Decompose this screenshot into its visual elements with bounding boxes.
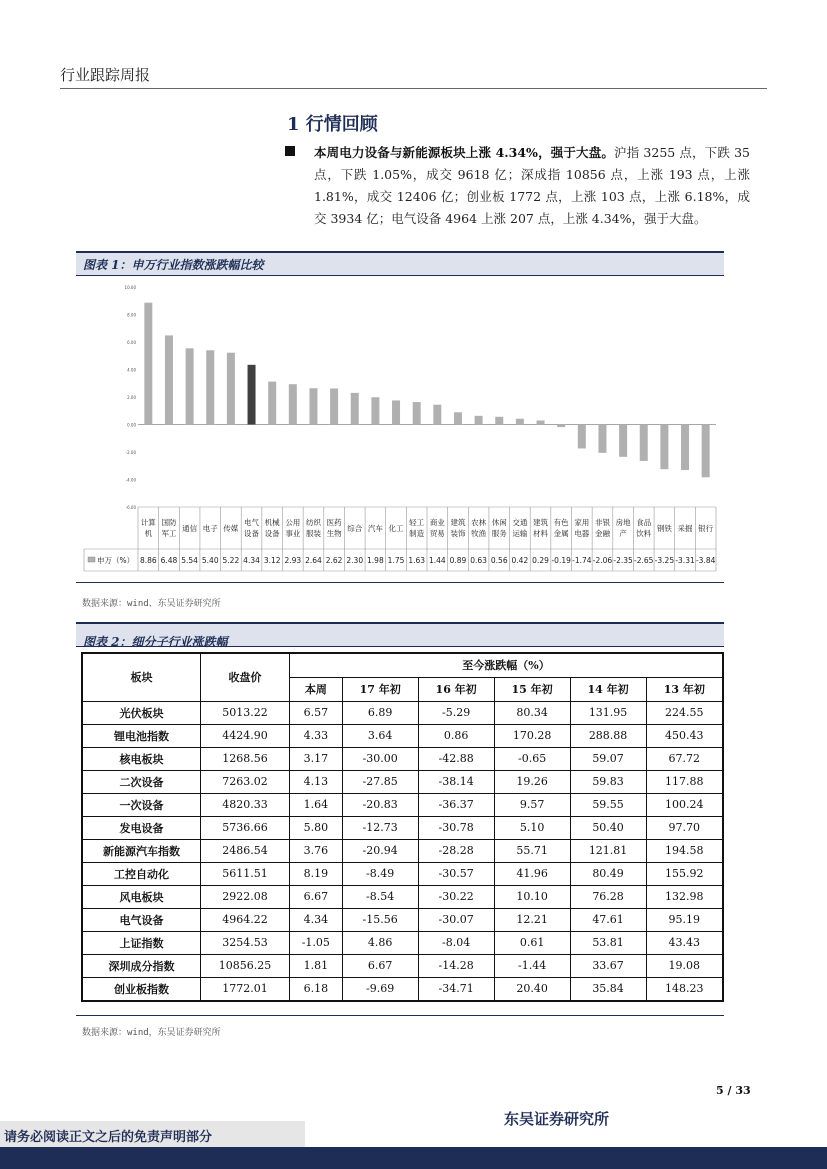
category-label: 机械: [264, 518, 280, 527]
row-sector-name: 电气设备: [82, 908, 201, 931]
header-close: 收盘价: [201, 653, 290, 701]
row-change-value: -28.28: [418, 839, 494, 862]
row-sector-name: 风电板块: [82, 885, 201, 908]
row-change-value: 4.86: [342, 931, 418, 954]
category-label: 服务: [491, 529, 507, 538]
category-label: 采掘: [677, 524, 693, 533]
bar: [516, 419, 524, 425]
row-change-value: 59.83: [570, 770, 646, 793]
row-change-value: -20.94: [342, 839, 418, 862]
value-label: 6.48: [160, 556, 178, 565]
row-change-value: 95.19: [646, 908, 723, 931]
value-label: 2.64: [305, 556, 322, 565]
bar: [557, 425, 565, 428]
y-tick-label: -6.00: [125, 505, 136, 510]
row-change-value: 194.58: [646, 839, 723, 862]
y-tick-label: 0.00: [127, 422, 136, 428]
category-label: 纺织: [305, 518, 321, 527]
category-label: 医药: [326, 518, 342, 527]
header-period: 13 年初: [646, 677, 723, 701]
bullet-square-icon: [285, 146, 295, 156]
category-label: 食品: [636, 518, 652, 527]
value-label: -1.74: [572, 556, 592, 565]
bar: [392, 400, 400, 424]
figure1-bottom-rule: [76, 582, 724, 583]
table-row: [82, 816, 723, 839]
figure2-title: 图表 2：细分子行业涨跌幅: [83, 635, 228, 649]
row-change-value: 6.67: [290, 885, 343, 908]
bar: [413, 402, 421, 424]
row-change-value: -36.37: [418, 793, 494, 816]
category-label: 装饰: [450, 529, 466, 538]
y-tick-label: 4.00: [127, 367, 136, 373]
row-change-value: -8.54: [342, 885, 418, 908]
bar: [702, 425, 710, 478]
category-label: 材料: [533, 529, 549, 538]
figure1-chart: [76, 279, 724, 575]
row-change-value: 3.64: [342, 724, 418, 747]
header-period: 15 年初: [494, 677, 570, 701]
header-change-group: 至今涨跌幅（%）: [290, 653, 724, 677]
value-label: -2.06: [592, 556, 613, 565]
table-row: [82, 885, 723, 908]
row-change-value: -20.83: [342, 793, 418, 816]
row-close-price: 2486.54: [201, 839, 290, 862]
value-label: -3.84: [695, 556, 716, 565]
category-label: 产: [619, 529, 627, 538]
category-label: 电气: [244, 518, 260, 527]
row-change-value: -42.88: [418, 747, 494, 770]
category-label: 贸易: [429, 529, 445, 538]
row-close-price: 4964.22: [201, 908, 290, 931]
bar: [578, 425, 586, 449]
figure1-title: 图表 1：申万行业指数涨跌幅比较: [83, 258, 264, 272]
category-label: 汽车: [367, 524, 383, 533]
row-sector-name: 光伏板块: [82, 701, 201, 724]
row-change-value: -14.28: [418, 954, 494, 977]
row-change-value: 6.67: [342, 954, 418, 977]
table-row: [82, 770, 723, 793]
disclaimer-text: 请务必阅读正文之后的免责声明部分: [4, 1130, 213, 1145]
row-change-value: 33.67: [570, 954, 646, 977]
value-label: 1.63: [408, 556, 426, 565]
category-label: 设备: [264, 529, 280, 538]
bar: [433, 405, 441, 425]
figure2-bottom-rule: [76, 1015, 724, 1016]
bar: [475, 416, 483, 425]
summary-body: 沪指 3255 点，下跌 35 点，下跌 1.05%，成交 9618 亿；深成指 10856 点，上涨 193 点，上涨 1.81%，成交 12406 亿；创业板 1772 点，上涨 103 点，上涨 6.18%，成交 3934 亿；电气设备 4964 上涨 207 点，上涨 4.34%，强于大盘。: [314, 145, 750, 226]
value-label: 1.98: [367, 556, 384, 565]
value-label: 1.75: [387, 556, 405, 565]
row-change-value: 0.86: [418, 724, 494, 747]
row-change-value: -30.57: [418, 862, 494, 885]
value-label: 0.56: [490, 556, 508, 565]
summary-paragraph: [314, 142, 750, 230]
row-sector-name: 新能源汽车指数: [82, 839, 201, 862]
bar: [495, 417, 503, 425]
row-change-value: 155.92: [646, 862, 723, 885]
legend-label: 申万（%）: [97, 556, 135, 565]
value-label: 5.40: [201, 556, 219, 565]
bar: [309, 388, 317, 424]
row-change-value: 450.43: [646, 724, 723, 747]
row-change-value: 59.55: [570, 793, 646, 816]
value-label: -0.19: [551, 556, 571, 565]
category-label: 生物: [326, 529, 342, 538]
bar: [640, 425, 648, 461]
bar: [206, 350, 214, 424]
row-change-value: -12.73: [342, 816, 418, 839]
table-row: [82, 747, 723, 770]
row-sector-name: 锂电池指数: [82, 724, 201, 747]
row-change-value: -9.69: [342, 977, 418, 1001]
category-label: 家用: [574, 518, 590, 527]
row-change-value: 6.18: [290, 977, 343, 1001]
sector-performance-table: [81, 652, 724, 1002]
row-change-value: 4.33: [290, 724, 343, 747]
category-label: 金属: [553, 529, 569, 538]
row-change-value: 59.07: [570, 747, 646, 770]
y-tick-label: -4.00: [125, 477, 136, 483]
category-label: 银行: [698, 524, 714, 533]
category-label: 建筑: [533, 518, 549, 527]
row-change-value: -30.78: [418, 816, 494, 839]
value-label: 3.12: [263, 556, 281, 565]
row-change-value: 80.34: [494, 701, 570, 724]
row-change-value: 5.80: [290, 816, 343, 839]
legend-swatch: [88, 557, 95, 562]
row-close-price: 2922.08: [201, 885, 290, 908]
row-change-value: -8.04: [418, 931, 494, 954]
row-sector-name: 创业板指数: [82, 977, 201, 1001]
header-sector: 板块: [82, 653, 201, 701]
value-label: 5.54: [181, 556, 198, 565]
row-change-value: 97.70: [646, 816, 723, 839]
value-label: -2.35: [613, 556, 633, 565]
y-tick-label: 10.00: [124, 285, 136, 290]
row-change-value: -1.44: [494, 954, 570, 977]
category-label: 电器: [574, 529, 590, 538]
row-change-value: 20.40: [494, 977, 570, 1001]
row-change-value: 53.81: [570, 931, 646, 954]
row-change-value: -1.05: [290, 931, 343, 954]
row-change-value: 43.43: [646, 931, 723, 954]
row-change-value: 100.24: [646, 793, 723, 816]
row-sector-name: 深圳成分指数: [82, 954, 201, 977]
row-change-value: 117.88: [646, 770, 723, 793]
bar: [165, 335, 173, 424]
row-change-value: 3.17: [290, 747, 343, 770]
row-change-value: -38.14: [418, 770, 494, 793]
bar: [454, 412, 462, 424]
row-change-value: -30.22: [418, 885, 494, 908]
category-label: 综合: [347, 524, 363, 533]
row-close-price: 3254.53: [201, 931, 290, 954]
category-label: 国防: [161, 518, 177, 527]
row-change-value: 67.72: [646, 747, 723, 770]
row-change-value: 131.95: [570, 701, 646, 724]
row-change-value: 224.55: [646, 701, 723, 724]
value-label: 2.30: [346, 556, 364, 565]
category-label: 事业: [285, 529, 301, 538]
category-label: 设备: [244, 529, 260, 538]
bar: [330, 388, 338, 424]
value-label: 0.29: [532, 556, 549, 565]
row-change-value: 170.28: [494, 724, 570, 747]
value-label: -3.31: [675, 556, 695, 565]
y-tick-label: 8.00: [127, 312, 136, 318]
row-sector-name: 发电设备: [82, 816, 201, 839]
category-label: 商业: [429, 518, 445, 527]
report-name: 行业跟踪周报: [60, 66, 151, 84]
category-label: 钢铁: [656, 524, 672, 533]
row-sector-name: 核电板块: [82, 747, 201, 770]
row-sector-name: 工控自动化: [82, 862, 201, 885]
header-period: 本周: [290, 677, 343, 701]
row-change-value: 10.10: [494, 885, 570, 908]
y-tick-label: 6.00: [127, 340, 136, 345]
row-change-value: -5.29: [418, 701, 494, 724]
category-label: 公用: [285, 518, 301, 527]
category-label: 建筑: [450, 518, 466, 527]
row-change-value: 4.34: [290, 908, 343, 931]
row-change-value: 132.98: [646, 885, 723, 908]
row-change-value: 19.08: [646, 954, 723, 977]
row-sector-name: 二次设备: [82, 770, 201, 793]
summary-lead: 本周电力设备与新能源板块上涨 4.34%，强于大盘。: [314, 145, 614, 160]
table-row: [82, 724, 723, 747]
value-label: 0.89: [449, 556, 467, 565]
row-change-value: 4.13: [290, 770, 343, 793]
bar: [186, 348, 194, 424]
header-period: 14 年初: [570, 677, 646, 701]
bar: [289, 384, 297, 424]
category-label: 农林: [471, 518, 487, 527]
row-change-value: 41.96: [494, 862, 570, 885]
bar: [681, 425, 689, 471]
row-close-price: 1772.01: [201, 977, 290, 1001]
row-close-price: 1268.56: [201, 747, 290, 770]
row-change-value: -15.56: [342, 908, 418, 931]
page-number: 5 / 33: [716, 1084, 751, 1097]
table-row: [82, 954, 723, 977]
row-change-value: -27.85: [342, 770, 418, 793]
category-label: 通信: [182, 524, 198, 533]
row-sector-name: 上证指数: [82, 931, 201, 954]
row-change-value: 19.26: [494, 770, 570, 793]
row-change-value: -8.49: [342, 862, 418, 885]
institute-name: 东吴证券研究所: [504, 1110, 610, 1128]
category-label: 化工: [388, 524, 404, 533]
row-change-value: 121.81: [570, 839, 646, 862]
value-label: 4.34: [243, 556, 260, 565]
row-change-value: 3.76: [290, 839, 343, 862]
bar: [248, 365, 256, 425]
bar: [371, 397, 379, 424]
footer-band: [0, 1147, 827, 1169]
row-change-value: 55.71: [494, 839, 570, 862]
category-label: 电子: [202, 524, 218, 533]
category-label: 有色: [553, 518, 569, 527]
row-close-price: 4424.90: [201, 724, 290, 747]
category-label: 房地: [615, 518, 631, 527]
row-change-value: 6.57: [290, 701, 343, 724]
y-tick-label: -2.00: [125, 450, 136, 455]
row-change-value: 50.40: [570, 816, 646, 839]
row-close-price: 7263.02: [201, 770, 290, 793]
row-change-value: 148.23: [646, 977, 723, 1001]
category-label: 传媒: [223, 524, 239, 533]
category-label: 休闲: [491, 518, 507, 527]
category-label: 轻工: [409, 518, 425, 527]
category-label: 牧渔: [471, 529, 487, 538]
row-change-value: 288.88: [570, 724, 646, 747]
row-close-price: 5736.66: [201, 816, 290, 839]
table-row: [82, 977, 723, 1001]
row-change-value: -34.71: [418, 977, 494, 1001]
bar: [227, 353, 235, 425]
row-sector-name: 一次设备: [82, 793, 201, 816]
category-label: 运输: [512, 529, 528, 538]
row-change-value: 12.21: [494, 908, 570, 931]
bar: [660, 425, 668, 470]
category-label: 服装: [305, 529, 321, 538]
value-label: 1.44: [428, 556, 446, 565]
header-rule: [60, 88, 767, 89]
bar: [144, 303, 152, 425]
category-label: 计算: [140, 518, 156, 527]
table-row: [82, 862, 723, 885]
row-change-value: 5.10: [494, 816, 570, 839]
y-tick-label: 2.00: [127, 395, 136, 400]
row-close-price: 10856.25: [201, 954, 290, 977]
value-label: 2.93: [284, 556, 302, 565]
row-change-value: 9.57: [494, 793, 570, 816]
value-label: -2.65: [634, 556, 654, 565]
value-label: 5.22: [222, 556, 240, 565]
row-close-price: 4820.33: [201, 793, 290, 816]
category-label: 非银: [594, 518, 610, 527]
table-row: [82, 701, 723, 724]
figure1-source: 数据来源：wind、东吴证券研究所: [82, 599, 221, 609]
row-change-value: 8.19: [290, 862, 343, 885]
category-label: 军工: [161, 529, 177, 538]
table-row: [82, 793, 723, 816]
bar: [619, 425, 627, 457]
header-period: 16 年初: [418, 677, 494, 701]
row-change-value: -30.07: [418, 908, 494, 931]
table-row: [82, 839, 723, 862]
category-label: 交通: [512, 518, 528, 527]
table-row: [82, 931, 723, 954]
value-label: 0.63: [470, 556, 487, 565]
value-label: 0.42: [511, 556, 529, 565]
table-row: [82, 908, 723, 931]
row-change-value: 0.61: [494, 931, 570, 954]
category-label: 机: [144, 529, 153, 538]
section-title: 1 行情回顾: [287, 114, 378, 135]
bar: [598, 425, 606, 453]
category-label: 饮料: [636, 529, 652, 538]
row-close-price: 5611.51: [201, 862, 290, 885]
header-period: 17 年初: [342, 677, 418, 701]
value-label: 8.86: [139, 556, 157, 565]
value-label: 2.62: [325, 556, 343, 565]
row-change-value: 47.61: [570, 908, 646, 931]
row-change-value: 6.89: [342, 701, 418, 724]
category-label: 制造: [409, 529, 425, 538]
bar: [268, 382, 276, 425]
row-change-value: -0.65: [494, 747, 570, 770]
row-change-value: -30.00: [342, 747, 418, 770]
row-change-value: 80.49: [570, 862, 646, 885]
figure2-source: 数据来源：wind，东吴证券研究所: [82, 1028, 221, 1038]
row-change-value: 76.28: [570, 885, 646, 908]
category-label: 金融: [594, 529, 610, 538]
value-label: -3.25: [654, 556, 675, 565]
row-change-value: 1.81: [290, 954, 343, 977]
bar: [351, 393, 359, 425]
bar: [537, 421, 545, 425]
row-change-value: 1.64: [290, 793, 343, 816]
row-change-value: 35.84: [570, 977, 646, 1001]
row-close-price: 5013.22: [201, 701, 290, 724]
